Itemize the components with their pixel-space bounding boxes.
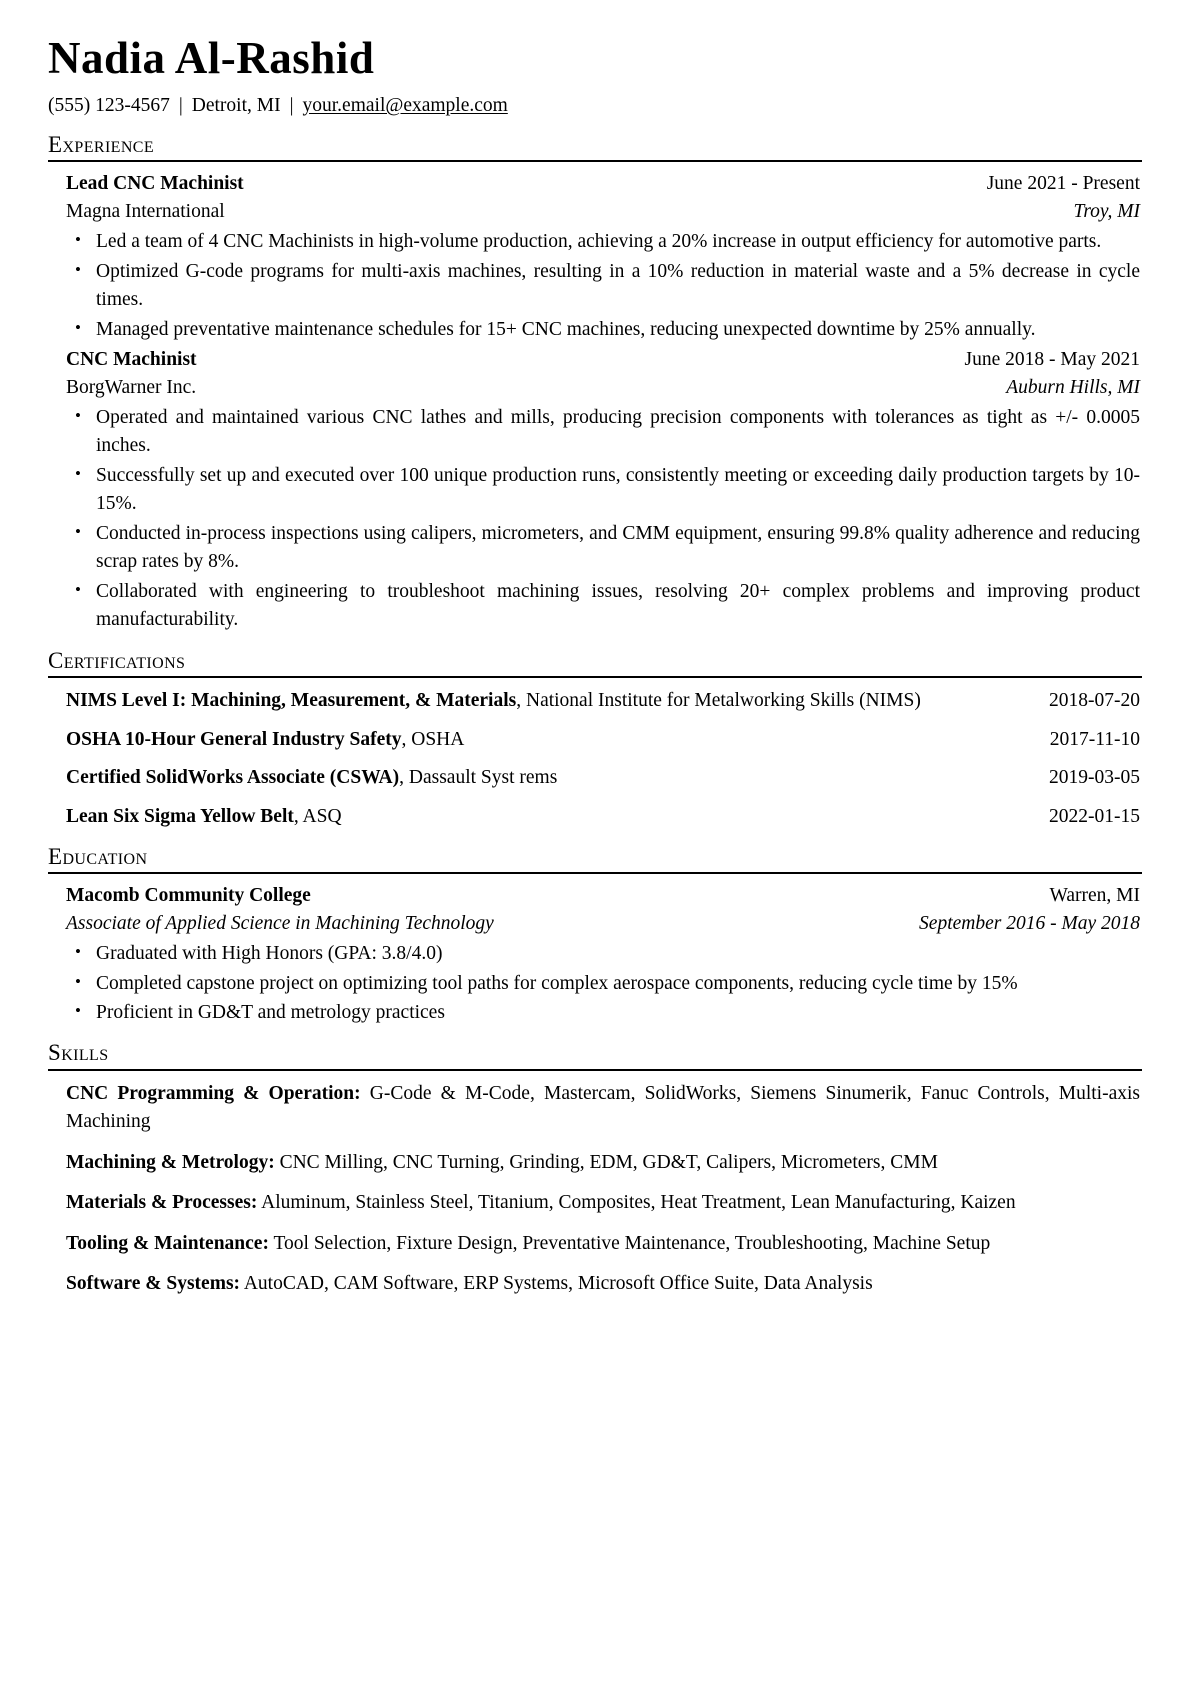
certification-date: 2018-07-20	[1041, 687, 1140, 715]
certification-date: 2017-11-10	[1042, 726, 1140, 754]
section-title-experience: Experience	[48, 131, 155, 157]
section-rule-certifications	[48, 676, 1142, 678]
job-bullet: • Conducted in-process inspections using calipers, micrometers, and CMM equipment, ensuring 99.8% quality adherence and reducing scrap rates by 8%.	[66, 520, 1140, 577]
certification-issuer: , ASQ	[293, 806, 342, 828]
certification-date: 2019-03-05	[1041, 764, 1140, 792]
job-bullet: • Operated and maintained various CNC lathes and mills, producing precision components with tolerances as tight as +/- 0.0005 inches.	[66, 404, 1140, 461]
school-location: Warren, MI	[1049, 885, 1140, 907]
company-name: BorgWarner Inc.	[66, 376, 197, 398]
skill-items: G-Code & M-Code, Mastercam, SolidWorks, Siemens Sinumerik, Fanuc Controls, Multi-axis Machining	[66, 1082, 1140, 1133]
experience-entry	[48, 347, 1142, 635]
job-bullet: • Led a team of 4 CNC Machinists in high-volume production, achieving a 20% increase in output efficiency for automotive parts.	[66, 228, 1140, 256]
skill-category: CNC Programming & Operation:	[66, 1082, 361, 1104]
job-bullet: • Collaborated with engineering to troubleshoot machining issues, resolving 20+ complex problems and improving product manufacturability.	[66, 578, 1140, 635]
candidate-name: Nadia Al-Rashid	[48, 33, 375, 83]
location-text: Detroit, MI	[191, 94, 281, 116]
certification-issuer: , National Institute for Metalworking Skills (NIMS)	[516, 690, 921, 712]
certification-entry	[48, 687, 1142, 715]
skill-items: Tool Selection, Fixture Design, Preventative Maintenance, Troubleshooting, Machine Setup	[268, 1232, 991, 1254]
experience-entry-headline	[48, 347, 1142, 374]
section-certifications	[48, 648, 1142, 831]
section-education	[48, 844, 1142, 1028]
section-experience	[48, 132, 1142, 635]
job-bullet: • Successfully set up and executed over 100 unique production runs, consistently meeting or exceeding daily production targets by 10-15%.	[66, 462, 1140, 519]
certification-date: 2022-01-15	[1041, 803, 1140, 831]
experience-entry-subline	[48, 374, 1142, 402]
certification-name: OSHA 10-Hour General Industry Safety	[66, 728, 402, 750]
skill-category: Machining & Metrology:	[66, 1151, 275, 1173]
skill-items: CNC Milling, CNC Turning, Grinding, EDM, GD&T, Calipers, Micrometers, CMM	[274, 1151, 938, 1173]
section-rule-education	[48, 872, 1142, 874]
certification-text	[66, 764, 1140, 792]
education-entry	[48, 883, 1142, 1027]
section-rule-experience	[48, 160, 1142, 162]
certification-entry	[48, 764, 1142, 792]
section-title-certifications: Certifications	[48, 647, 186, 673]
certification-text	[66, 687, 1140, 715]
resume-header	[48, 34, 1142, 119]
skill-group	[48, 1189, 1142, 1217]
skill-group	[48, 1230, 1142, 1258]
job-dates: June 2018 - May 2021	[964, 349, 1140, 371]
education-entry-headline	[48, 883, 1142, 910]
skill-category: Materials & Processes:	[66, 1192, 258, 1214]
section-rule-skills	[48, 1069, 1142, 1071]
job-title: CNC Machinist	[66, 349, 197, 371]
contact-separator-2: |	[289, 94, 294, 116]
experience-entry-headline	[48, 171, 1142, 198]
skill-group	[48, 1270, 1142, 1298]
section-title-skills: Skills	[48, 1040, 109, 1066]
certification-issuer: , OSHA	[401, 728, 465, 750]
job-dates: June 2021 - Present	[986, 173, 1140, 195]
degree-name: Associate of Applied Science in Machining Technology	[66, 913, 494, 935]
certification-entry	[48, 803, 1142, 831]
education-bullet: • Proficient in GD&T and metrology practices	[66, 999, 1140, 1027]
certification-issuer: , Dassault Syst rems	[399, 767, 558, 789]
email-link[interactable]: your.email@example.com	[302, 94, 508, 116]
job-location: Troy, MI	[1073, 201, 1140, 223]
job-location: Auburn Hills, MI	[1006, 376, 1140, 398]
job-title: Lead CNC Machinist	[66, 173, 244, 195]
education-bullet: • Graduated with High Honors (GPA: 3.8/4.0)	[66, 940, 1140, 968]
certification-text	[66, 726, 1140, 754]
certification-name: Certified SolidWorks Associate (CSWA)	[66, 767, 400, 789]
job-bullet: • Managed preventative maintenance schedules for 15+ CNC machines, reducing unexpected downtime by 25% annually.	[66, 316, 1140, 344]
school-name: Macomb Community College	[66, 885, 311, 907]
job-bullet-list	[48, 228, 1142, 344]
certification-text	[66, 803, 1140, 831]
section-title-education: Education	[48, 843, 148, 869]
skill-category: Software & Systems:	[66, 1273, 241, 1295]
certification-name: Lean Six Sigma Yellow Belt	[66, 806, 294, 828]
contact-line	[48, 93, 1142, 119]
certification-entry	[48, 726, 1142, 754]
skill-group	[48, 1149, 1142, 1177]
skill-category: Tooling & Maintenance:	[66, 1232, 269, 1254]
education-bullet: • Completed capstone project on optimizing tool paths for complex aerospace components, reducing cycle time by 15%	[66, 970, 1140, 998]
job-bullet: • Optimized G-code programs for multi-axis machines, resulting in a 10% reduction in material waste and a 5% decrease in cycle times.	[66, 258, 1140, 315]
experience-entry	[48, 171, 1142, 344]
skill-items: Aluminum, Stainless Steel, Titanium, Composites, Heat Treatment, Lean Manufacturing, Kaizen	[257, 1192, 1016, 1214]
skill-items: AutoCAD, CAM Software, ERP Systems, Microsoft Office Suite, Data Analysis	[240, 1273, 873, 1295]
education-bullet-list	[48, 940, 1142, 1027]
job-bullet-list	[48, 404, 1142, 635]
skill-group	[48, 1080, 1142, 1137]
phone-number: (555) 123-4567	[48, 94, 170, 116]
experience-entry-subline	[48, 198, 1142, 226]
company-name: Magna International	[66, 201, 225, 223]
contact-separator-1: |	[178, 94, 183, 116]
education-entry-subline	[48, 910, 1142, 938]
certification-name: NIMS Level I: Machining, Measurement, & Materials	[66, 690, 517, 712]
section-skills	[48, 1040, 1142, 1298]
education-dates: September 2016 - May 2018	[919, 913, 1140, 935]
